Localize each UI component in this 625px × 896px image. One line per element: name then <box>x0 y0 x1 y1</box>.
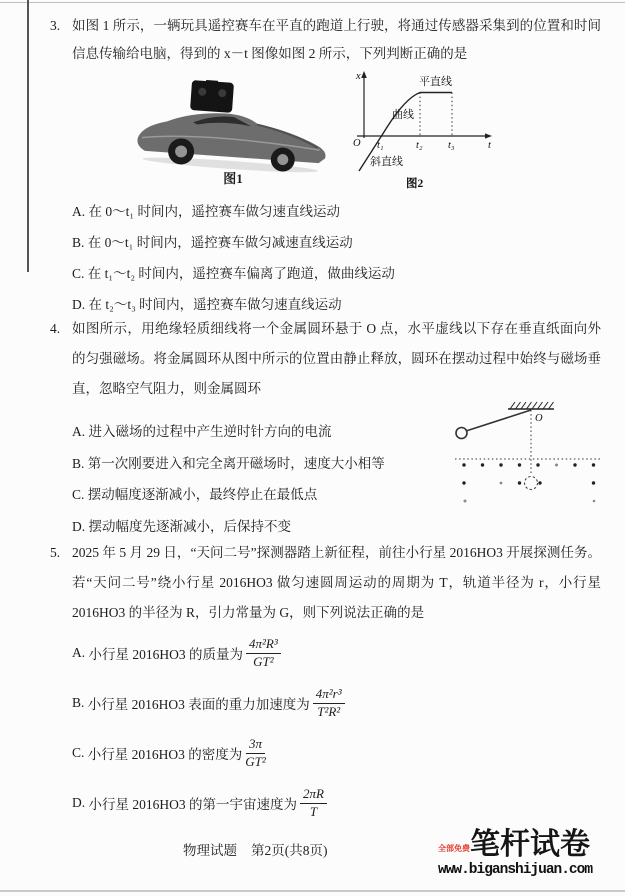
remote-control <box>190 80 234 113</box>
figure-2-xt-graph <box>348 70 496 196</box>
car-body <box>137 107 328 163</box>
suspension-point-label: O <box>535 413 543 424</box>
question-4-number: 4. <box>50 321 61 336</box>
question-3-number: 3. <box>50 18 61 33</box>
question-4-text <box>0 314 625 404</box>
option-a-formula <box>246 637 281 669</box>
metal-ring <box>456 428 467 439</box>
question-3-option-a: A. 在 0～t₁ 时间内，遥控赛车做匀速直线运动 <box>72 204 340 219</box>
question-5-option-d <box>72 778 625 828</box>
xt-graph <box>348 70 496 192</box>
option-b-formula <box>313 687 345 719</box>
question-3-option-d: D. 在 t₂～t₃ 时间内，遥控赛车做匀速直线运动 <box>72 297 342 312</box>
formula-denominator: T²R² <box>317 703 341 719</box>
formula-numerator: 4π²R³ <box>246 637 281 654</box>
option-a-label: A. <box>72 645 86 660</box>
question-5 <box>0 538 625 828</box>
question-4-stem: 如图所示，用绝缘轻质细线将一个金属圆环悬于 O 点，水平虚线以下存在垂直纸面向外的匀强磁场。将金属圆环从图中所示的位置由静止释放，圆环在摆动过程中始终与磁场垂直，忽略空气阻力，则金属圆环 <box>72 321 601 396</box>
option-c-text: 小行星 2016HO3 的密度为 <box>87 747 243 762</box>
page-footer <box>183 839 342 859</box>
question-5-text <box>0 538 625 628</box>
question-4-option-a: A. 进入磁场的过程中产生逆时针方向的电流 <box>72 424 332 439</box>
graph-t-axis-label: t <box>488 140 491 151</box>
formula-numerator: 4π²r³ <box>313 687 345 704</box>
option-b-text: 小行星 2016HO3 表面的重力加速度为 <box>87 697 310 712</box>
option-d-label: D. <box>72 795 86 810</box>
toy-car-image <box>130 75 336 177</box>
page-top-rule <box>0 2 625 3</box>
graph-t1-label: t₁ <box>377 140 384 151</box>
graph-t3-label: t₃ <box>448 140 455 151</box>
graph-t2-label: t₂ <box>416 140 423 151</box>
watermark-site-url: www.biganshijuan.com <box>438 862 593 878</box>
graph-x-axis-label: x <box>356 71 361 82</box>
question-5-option-a <box>72 628 625 678</box>
question-5-option-b <box>72 678 625 728</box>
figure-1-caption: 图1 <box>223 171 243 186</box>
figure-2-caption: 图2 <box>406 178 424 190</box>
question-5-options <box>0 628 625 828</box>
question-3-option-b: B. 在 0～t₁ 时间内，遥控赛车做匀减速直线运动 <box>72 235 353 250</box>
option-d-formula <box>300 787 327 819</box>
question-5-option-c <box>72 728 625 778</box>
formula-numerator: 3π <box>246 737 265 754</box>
graph-origin-label: O <box>353 138 361 149</box>
ring-lowest-position <box>525 477 538 490</box>
formula-denominator: T <box>309 803 318 819</box>
question-3 <box>0 12 625 320</box>
watermark <box>438 830 618 878</box>
option-a-text: 小行星 2016HO3 的质量为 <box>88 647 243 662</box>
question-4-option-b: B. 第一次刚要进入和完全离开磁场时，速度大小相等 <box>72 455 385 471</box>
question-3-figures <box>0 70 625 190</box>
watermark-brand: 笔杆试卷 <box>470 828 590 861</box>
field-dots <box>462 463 595 502</box>
graph-curve-label: 曲线 <box>392 109 414 121</box>
question-5-stem: 2025 年 5 月 29 日，“天问二号”探测器踏上新征程，前往小行星 2016HO3 开展探测任务。若“天问二号”绕小行星 2016HO3 做匀速圆周运动的周期为 T，轨道半径为 r，小行星 2016HO3 的半径为 R，引力常量为 G，则下列说法正确的是 <box>72 545 601 620</box>
graph-slant-line-label: 斜直线 <box>370 156 403 168</box>
pendulum-ring-diagram <box>447 398 607 513</box>
watermark-free-tag: 全部免费 <box>438 844 470 853</box>
graph-flat-line-label: 平直线 <box>419 76 452 88</box>
question-3-options <box>0 196 625 320</box>
footer-page-number: 第2页(共8页) <box>251 843 328 858</box>
option-c-label: C. <box>72 745 85 760</box>
question-3-stem: 如图 1 所示，一辆玩具遥控赛车在平直的跑道上行驶，将通过传感器采集到的位置和时间信息传输给电脑，得到的 x－t 图像如图 2 所示，下列判断正确的是 <box>72 18 601 61</box>
formula-denominator: GT² <box>253 653 274 669</box>
question-5-number: 5. <box>50 545 61 560</box>
figure-1-toy-car <box>118 70 348 187</box>
option-c-formula <box>245 737 266 769</box>
page-bottom-rule <box>0 890 625 892</box>
footer-subject: 物理试题 <box>183 843 237 858</box>
formula-denominator: GT² <box>245 753 266 769</box>
question-4-figure <box>447 398 607 517</box>
option-d-text: 小行星 2016HO3 的第一宇宙速度为 <box>88 797 297 812</box>
option-b-label: B. <box>72 695 85 710</box>
question-4-option-c: C. 摆动幅度逐渐减小，最终停止在最低点 <box>72 487 318 502</box>
question-3-option-c: C. 在 t₁～t₂ 时间内，遥控赛车偏离了跑道，做曲线运动 <box>72 266 395 281</box>
formula-numerator: 2πR <box>300 787 327 804</box>
question-4 <box>0 314 625 542</box>
question-3-text <box>0 12 625 68</box>
thread <box>466 410 531 431</box>
question-4-option-d: D. 摆动幅度先逐渐减小，后保持不变 <box>72 518 291 534</box>
